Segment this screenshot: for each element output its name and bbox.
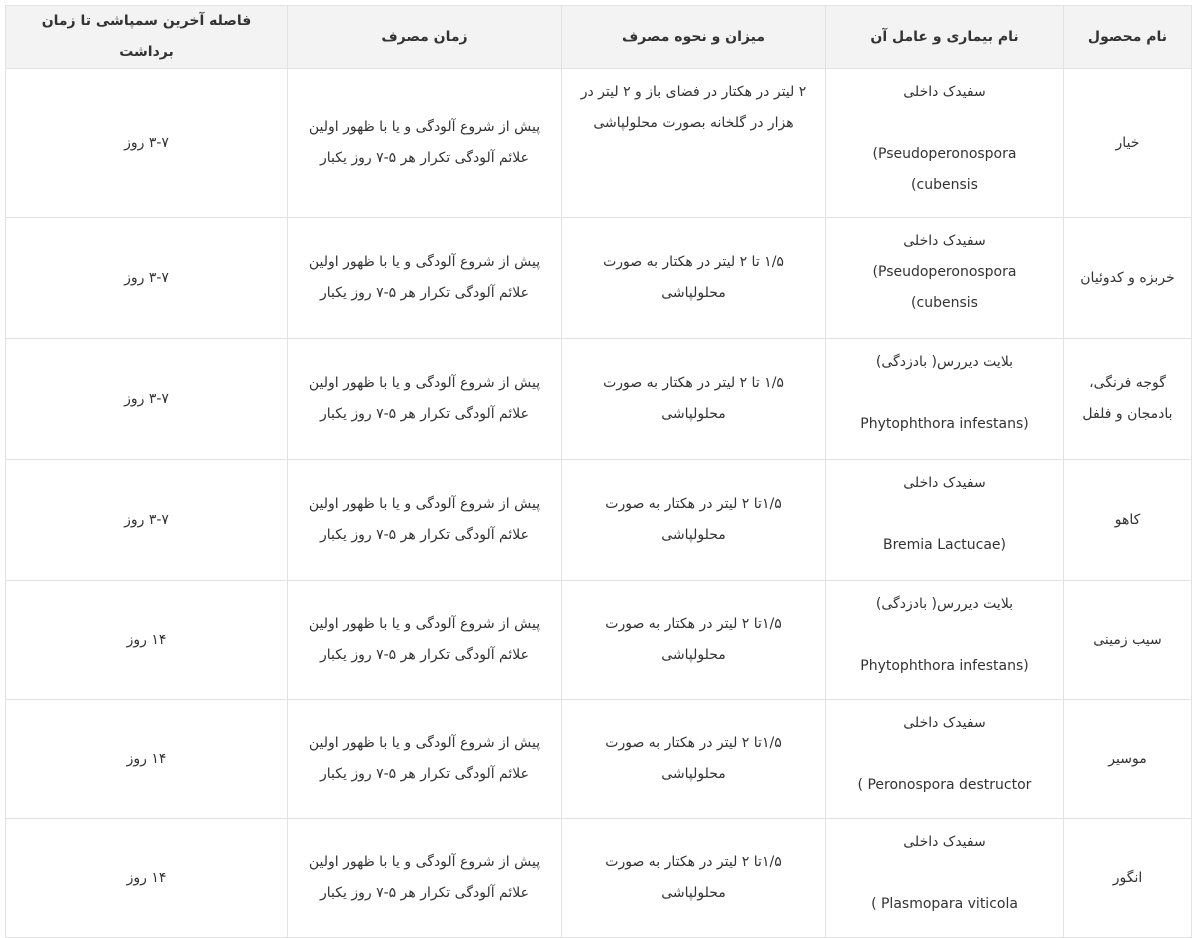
usage-timing-cell [288,339,562,460]
usage-timing-cell [288,218,562,339]
disease-agent-cell-spacer [834,739,1055,770]
disease-agent-cell-spacer [834,378,1055,409]
header-preharvest-interval: فاصله آخرین سمپاشی تا زمان برداشت [6,6,288,69]
usage-timing-cell-line: پیش از شروع آلودگی و یا با ظهور اولین [308,496,541,512]
usage-timing-cell-line: علائم آلودگی تکرار هر ۵-۷ روز یکبار [320,647,529,663]
usage-timing-cell-line: علائم آلودگی تکرار هر ۵-۷ روز یکبار [320,766,529,782]
dosage-method-cell-line: ۱/۵تا ۲ لیتر در هکتار به صورت [605,735,782,751]
usage-timing-cell-line: پیش از شروع آلودگی و یا با ظهور اولین [308,735,541,751]
crop-name-cell: خیار [1064,69,1192,218]
table-row [6,339,1192,460]
disease-agent-cell-line: Peronospora destructor ) [857,777,1032,793]
usage-timing-cell [288,700,562,819]
table-body [6,69,1192,938]
crop-name-cell: کاهو [1064,460,1192,581]
disease-agent-cell [826,700,1064,819]
disease-agent-cell-line: سفیدک داخلی [903,84,986,100]
disease-agent-cell-line: (Phytophthora infestans [860,416,1029,432]
dosage-method-cell-line: ۱/۵تا ۲ لیتر در هکتار به صورت [605,496,782,512]
pesticide-table-container [5,5,1191,938]
crop-name-cell [1064,339,1192,460]
usage-timing-cell [288,581,562,700]
disease-agent-cell-line: بلایت دیررس( بادزدگی) [875,596,1014,612]
crop-name-cell: موسیر [1064,700,1192,819]
usage-timing-cell-line: علائم آلودگی تکرار هر ۵-۷ روز یکبار [320,150,529,166]
disease-agent-cell-line: cubensis) [911,295,978,311]
crop-name-cell: خربزه و کدوئیان [1064,218,1192,339]
disease-agent-cell-line: سفیدک داخلی [903,715,986,731]
dosage-method-cell [562,460,826,581]
disease-agent-cell-spacer [834,620,1055,651]
disease-agent-cell-line: Pseudoperonospora) [872,146,1017,162]
preharvest-interval-cell: ۳-۷ روز [6,339,288,460]
dosage-method-cell-line: محلولپاشی [661,406,726,422]
crop-name-cell-line: گوجه فرنگی، [1089,375,1166,391]
dosage-method-cell-line: ۱/۵تا ۲ لیتر در هکتار به صورت [605,616,782,632]
header-disease-agent: نام بیماری و عامل آن [826,6,1064,69]
usage-timing-cell-line: علائم آلودگی تکرار هر ۵-۷ روز یکبار [320,885,529,901]
pesticide-usage-table [5,5,1192,938]
usage-timing-cell-line: پیش از شروع آلودگی و یا با ظهور اولین [308,119,541,135]
crop-name-cell-line: بادمجان و فلفل [1082,406,1173,422]
disease-agent-cell [826,581,1064,700]
preharvest-interval-cell: ۱۴ روز [6,581,288,700]
table-row [6,700,1192,819]
disease-agent-cell [826,218,1064,339]
header-dosage-method: میزان و نحوه مصرف [562,6,826,69]
disease-agent-cell [826,819,1064,938]
dosage-method-cell [562,69,826,218]
disease-agent-cell-line: بلایت دیررس( بادزدگی) [875,354,1014,370]
disease-agent-cell [826,460,1064,581]
header-crop-name: نام محصول [1064,6,1192,69]
dosage-method-cell [562,339,826,460]
header-usage-timing: زمان مصرف [288,6,562,69]
table-row [6,819,1192,938]
table-row [6,69,1192,218]
usage-timing-cell-line: علائم آلودگی تکرار هر ۵-۷ روز یکبار [320,527,529,543]
dosage-method-cell-line: محلولپاشی [661,885,726,901]
dosage-method-cell-line: ۱/۵ تا ۲ لیتر در هکتار به صورت [603,254,784,270]
usage-timing-cell [288,819,562,938]
dosage-method-cell [562,700,826,819]
table-row [6,218,1192,339]
disease-agent-cell-line: سفیدک داخلی [903,475,986,491]
disease-agent-cell-line: سفیدک داخلی [903,233,986,249]
usage-timing-cell [288,460,562,581]
crop-name-cell: سیب زمینی [1064,581,1192,700]
disease-agent-cell-spacer [834,858,1055,889]
dosage-method-cell [562,218,826,339]
disease-agent-cell [826,339,1064,460]
table-header-row [6,6,1192,69]
disease-agent-cell-line: (Phytophthora infestans [860,658,1029,674]
dosage-method-cell [562,581,826,700]
usage-timing-cell-line: پیش از شروع آلودگی و یا با ظهور اولین [308,375,541,391]
disease-agent-cell-spacer [834,499,1055,530]
preharvest-interval-cell: ۱۴ روز [6,819,288,938]
dosage-method-cell-line: محلولپاشی [661,647,726,663]
usage-timing-cell-line: پیش از شروع آلودگی و یا با ظهور اولین [308,616,541,632]
preharvest-interval-cell: ۳-۷ روز [6,460,288,581]
preharvest-interval-cell: ۳-۷ روز [6,69,288,218]
dosage-method-cell-line: محلولپاشی [661,766,726,782]
usage-timing-cell-line: پیش از شروع آلودگی و یا با ظهور اولین [308,254,541,270]
usage-timing-cell [288,69,562,218]
crop-name-cell: انگور [1064,819,1192,938]
preharvest-interval-cell: ۳-۷ روز [6,218,288,339]
disease-agent-cell-line: cubensis) [911,177,978,193]
dosage-method-cell-line: ۱/۵ تا ۲ لیتر در هکتار به صورت [603,375,784,391]
disease-agent-cell-line: Plasmopara viticola ) [871,896,1018,912]
usage-timing-cell-line: علائم آلودگی تکرار هر ۵-۷ روز یکبار [320,285,529,301]
dosage-method-cell-line: ۲ لیتر در هکتار در فضای باز و ۲ لیتر در [580,84,807,100]
table-row [6,460,1192,581]
table-row [6,581,1192,700]
dosage-method-cell-line: محلولپاشی [661,285,726,301]
disease-agent-cell [826,69,1064,218]
disease-agent-cell-line: سفیدک داخلی [903,834,986,850]
usage-timing-cell-line: علائم آلودگی تکرار هر ۵-۷ روز یکبار [320,406,529,422]
dosage-method-cell-line: محلولپاشی [661,527,726,543]
preharvest-interval-cell: ۱۴ روز [6,700,288,819]
dosage-method-cell-line: هزار در گلخانه بصورت محلولپاشی [593,115,794,131]
usage-timing-cell-line: پیش از شروع آلودگی و یا با ظهور اولین [308,854,541,870]
disease-agent-cell-line: Pseudoperonospora) [872,264,1017,280]
disease-agent-cell-spacer [834,108,1055,139]
dosage-method-cell [562,819,826,938]
disease-agent-cell-line: (Bremia Lactucae [882,537,1007,553]
dosage-method-cell-line: ۱/۵تا ۲ لیتر در هکتار به صورت [605,854,782,870]
